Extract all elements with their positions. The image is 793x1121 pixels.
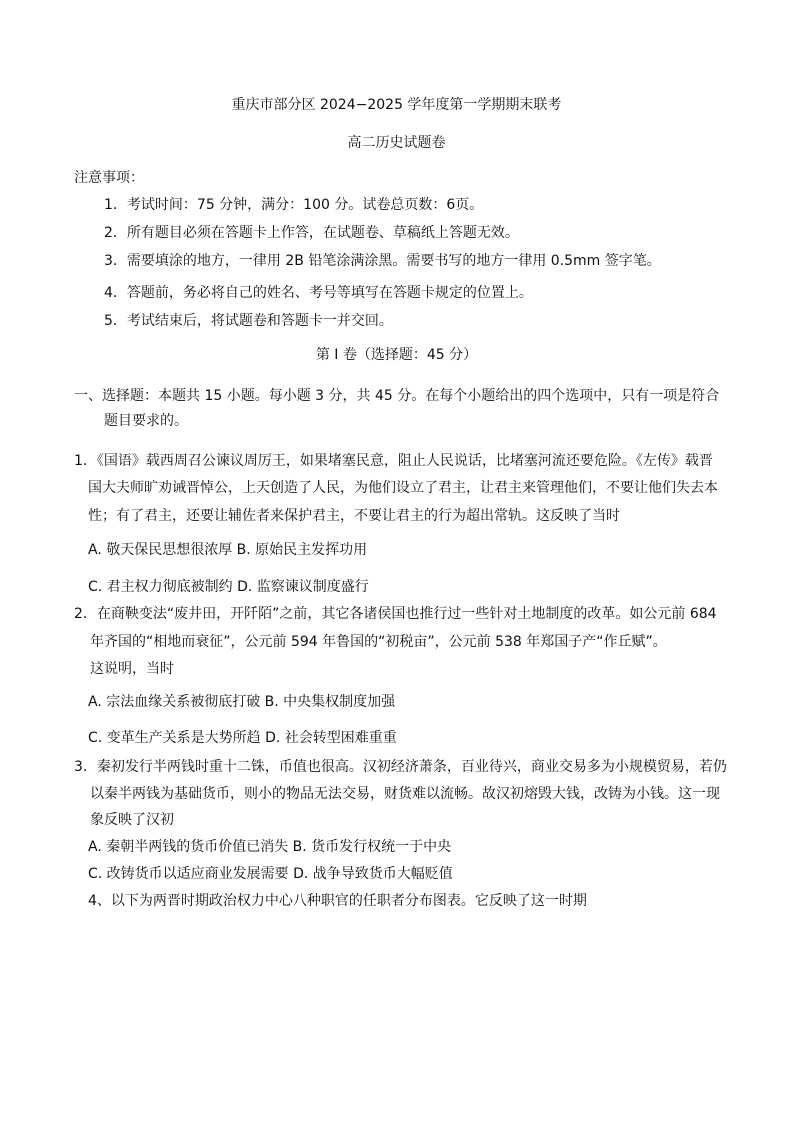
section-instruction-line-1: 一、选择题：本题共 15 小题。每小题 3 分，共 45 分。在每个小题给出的四个选项中，只有一项是符合 (74, 388, 720, 404)
question-1-line-1: 1．《国语》载西周召公谏议周厉王，如果堵塞民意，阻止人民说话，比堵塞河流还要危险。《左传》载晋 (74, 453, 713, 469)
notice-heading: 注意事项： (74, 170, 144, 186)
question-3-line-2: 以秦半两钱为基础货币，则小的物品无法交易，财货难以流畅。故汉初熔毁大钱，改铸为小钱。这一现 (90, 786, 720, 802)
question-1-option-ab: A. 敬天保民思想很浓厚 B. 原始民主发挥功用 (88, 542, 368, 558)
question-1-line-2: 国大夫师旷劝诫晋悼公，上天创造了人民，为他们设立了君主，让君主来管理他们，不要让他们失去本 (88, 480, 718, 496)
section-instruction-line-2: 题目要求的。 (104, 413, 188, 429)
question-2-line-2: 年齐国的“相地而衰征”，公元前 594 年鲁国的“初税亩”，公元前 538 年郑国子产“作丘赋”。 (90, 634, 667, 650)
question-3-option-ab: A. 秦朝半两钱的货币价值已消失 B. 货币发行权统一于中央 (88, 839, 452, 855)
question-2-option-cd: C. 变革生产关系是大势所趋 D. 社会转型困难重重 (88, 730, 397, 746)
exam-subtitle: 高二历史试题卷 (347, 135, 446, 151)
question-1-line-3: 性；有了君主，还要让辅佐者来保护君主，不要让君主的行为超出常轨。这反映了当时 (88, 508, 620, 524)
question-3-line-3: 象反映了汉初 (90, 812, 174, 828)
question-3-line-1: 3．秦初发行半两钱时重十二铢，币值也很高。汉初经济萧条，百业待兴，商业交易多为小规模贸易，若仍 (74, 759, 727, 775)
question-1-option-cd: C. 君主权力彻底被制约 D. 监察谏议制度盛行 (88, 579, 369, 595)
question-3-option-cd: C. 改铸货币以适应商业发展需要 D. 战争导致货币大幅贬值 (88, 866, 453, 882)
notice-item-4: 4．答题前，务必将自己的姓名、考号等填写在答题卡规定的位置上。 (104, 285, 533, 301)
notice-item-2: 2．所有题目必须在答题卡上作答，在试题卷、草稿纸上答题无效。 (104, 225, 519, 241)
question-2-line-3: 这说明，当时 (90, 661, 174, 677)
question-2-option-ab: A. 宗法血缘关系被彻底打破 B. 中央集权制度加强 (88, 694, 396, 710)
section-title: 第 I 卷（选择题：45 分） (315, 347, 478, 363)
notice-item-5: 5．考试结束后，将试题卷和答题卡一并交回。 (104, 313, 393, 329)
exam-title: 重庆市部分区 2024−2025 学年度第一学期期末联考 (231, 97, 562, 113)
question-2-line-1: 2．在商鞅变法“废井田，开阡陌”之前，其它各诸侯国也推行过一些针对土地制度的改革。如公元前 684 (74, 606, 717, 622)
notice-item-1: 1．考试时间：75 分钟，满分：100 分。试卷总页数：6页。 (104, 197, 484, 213)
notice-item-3: 3．需要填涂的地方，一律用 2B 铅笔涂满涂黑。需要书写的地方一律用 0.5mm 签字笔。 (104, 253, 661, 269)
question-4-line-1: 4、以下为两晋时期政治权力中心八种职官的任职者分布图表。它反映了这一时期 (88, 893, 587, 909)
